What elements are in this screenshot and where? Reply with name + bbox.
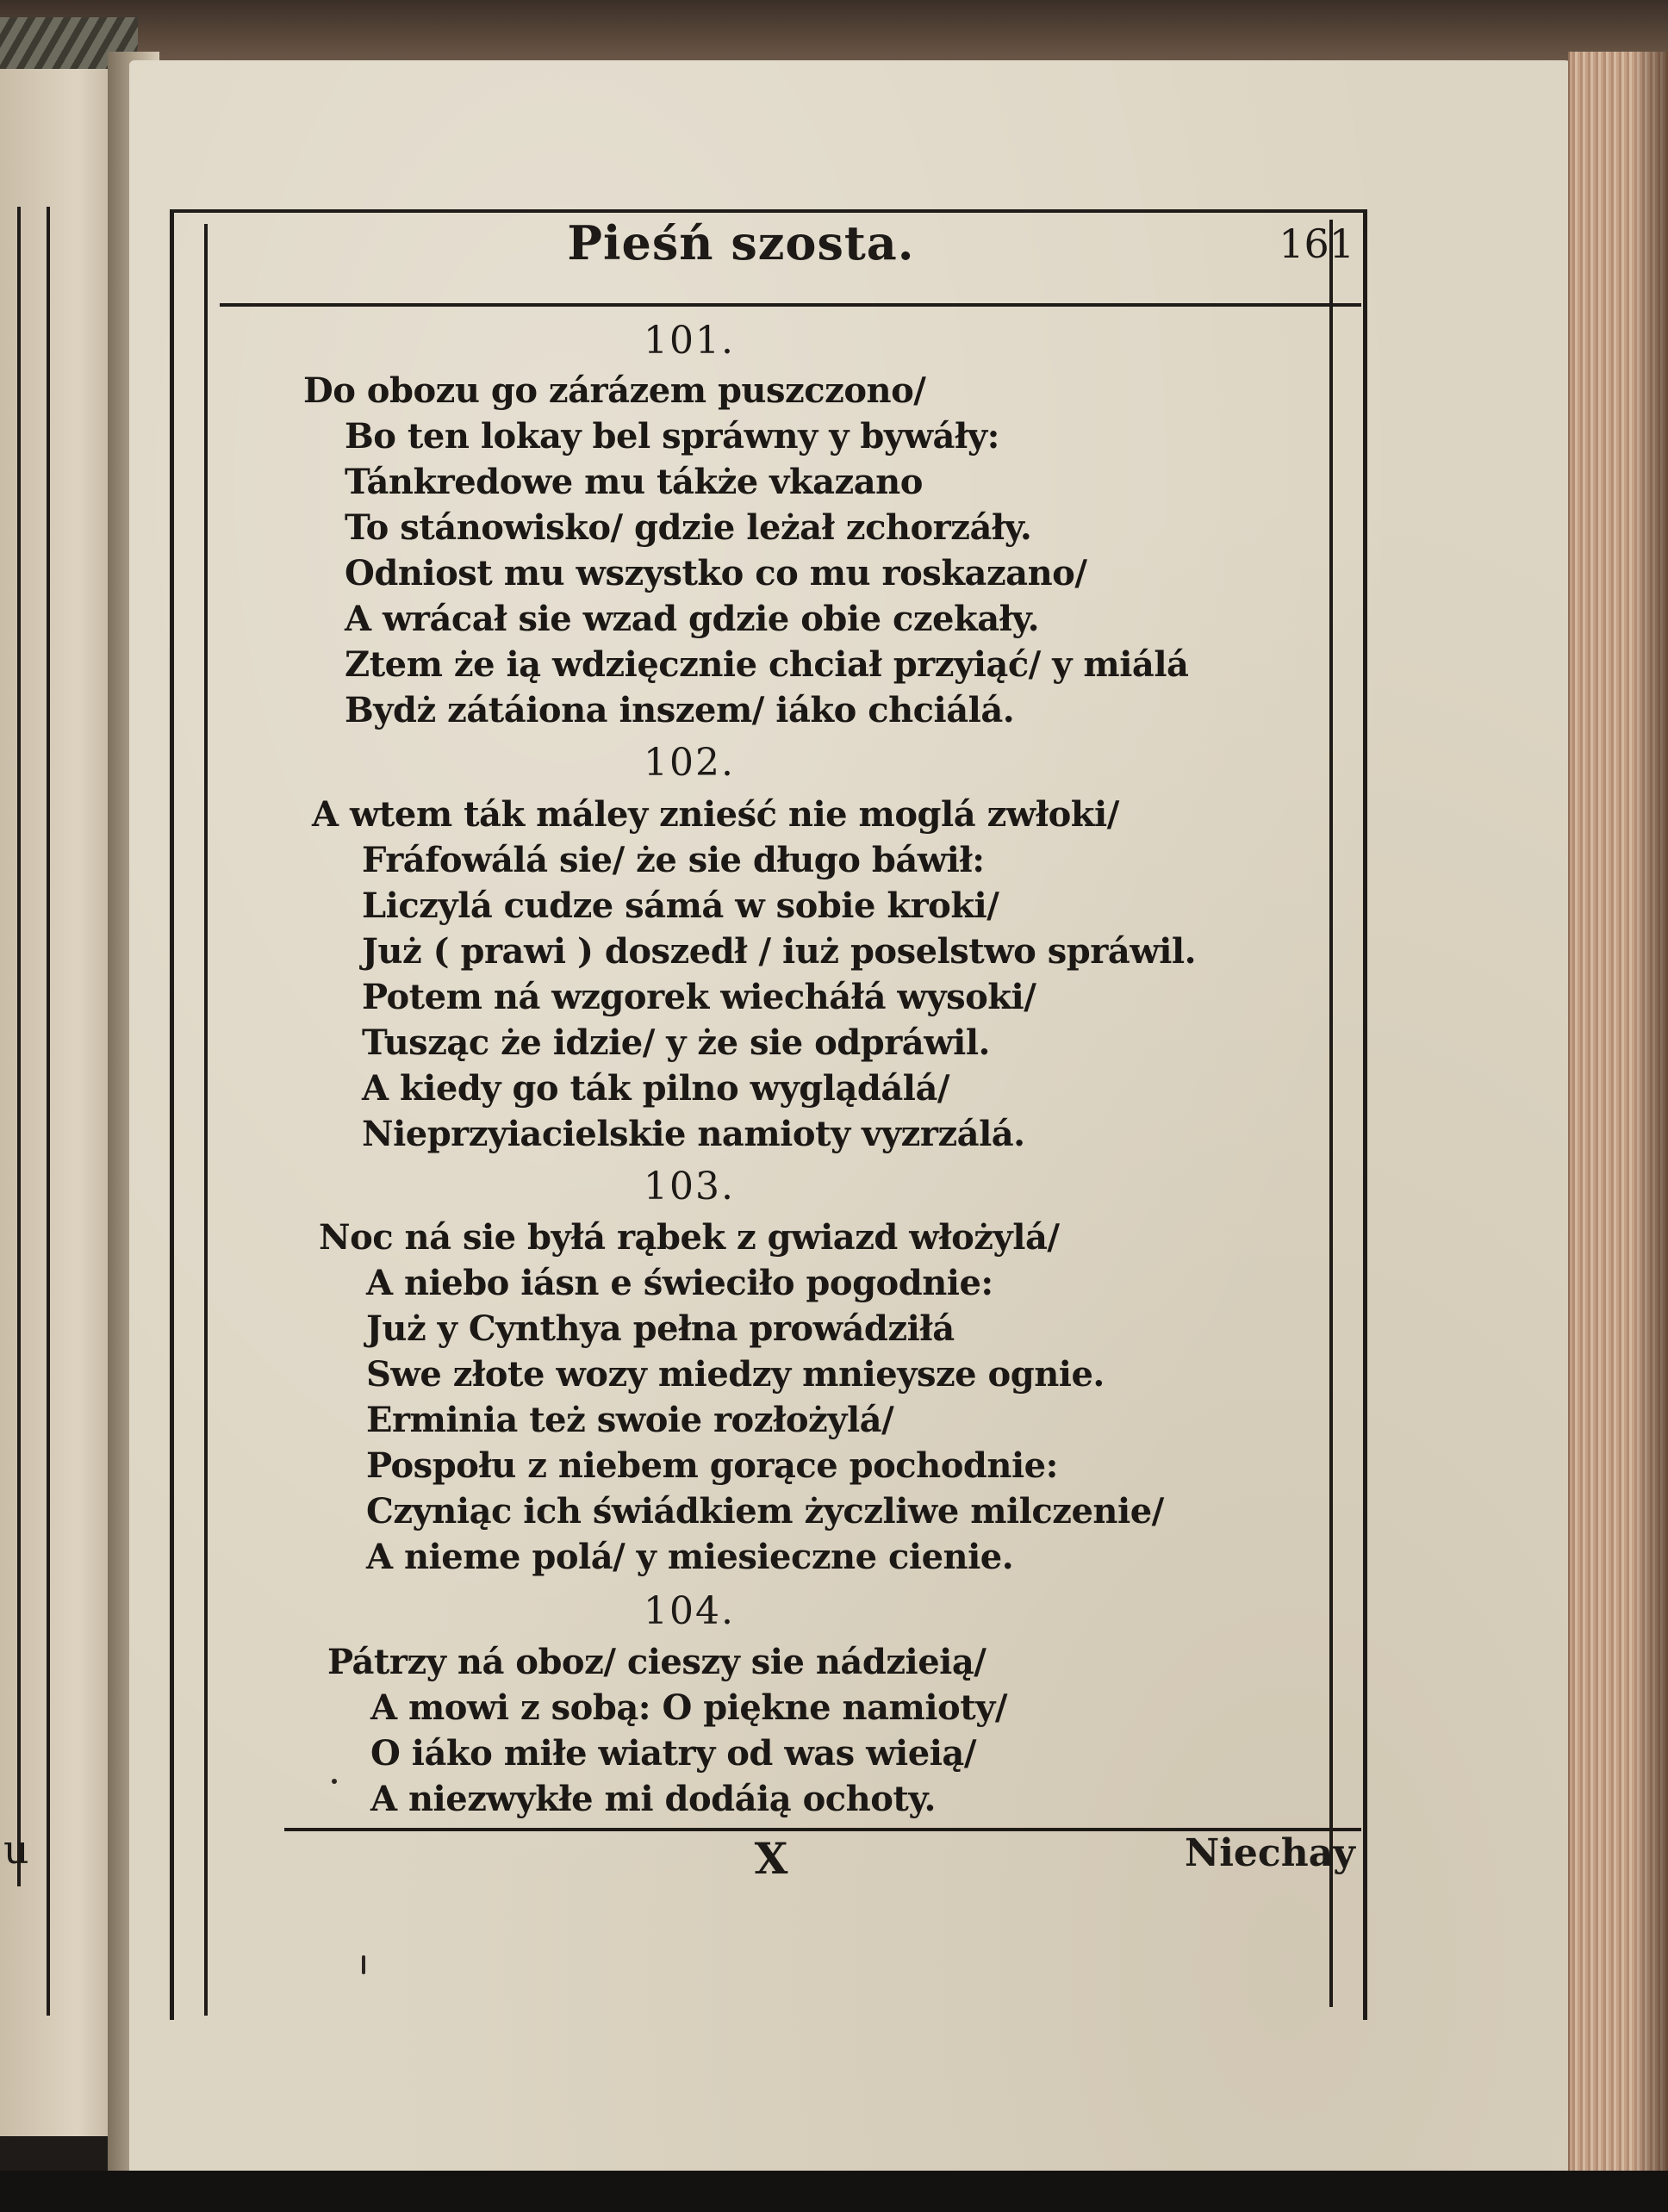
verse-line: Swe złote wozy miedzy mnieysze ognie.: [366, 1354, 1105, 1395]
frame-rule-top: [170, 209, 1367, 213]
verse-line: Liczylá cudze sámá w sobie kroki/: [362, 885, 999, 926]
verse-line: Ztem że ią wdzięcznie chciał przyiąć/ y miálá: [345, 644, 1189, 685]
verse-line: Już ( prawi ) doszedł / iuż poselstwo spráwil.: [362, 931, 1197, 972]
verse-line: Nieprzyiacielskie namioty vyzrzálá.: [362, 1114, 1025, 1154]
left-page-frame-rule: [17, 207, 21, 1886]
verse-line: To stánowisko/ gdzie leżał zchorzáły.: [345, 507, 1032, 548]
page-number: 161: [1279, 221, 1354, 267]
verse-line: Tusząc że idzie/ y że sie odpráwil.: [362, 1022, 990, 1063]
verse-line: Fráfowálá sie/ że sie długo báwił:: [362, 840, 985, 880]
verse-line: Potem ná wzgorek wiecháłá wysoki/: [362, 977, 1036, 1017]
stanza-number: 104.: [644, 1589, 735, 1633]
frame-rule-left-outer: [170, 211, 174, 2020]
verse-line: A niezwykłe mi dodáią ochoty.: [370, 1779, 936, 1819]
verse-line: Bydż zátáiona inszem/ iáko chciálá.: [345, 690, 1015, 730]
verse-line: Do obozu go zárázem puszczono/: [303, 370, 926, 411]
verse-line: Noc ná sie byłá rąbek z gwiazd włożylá/: [319, 1217, 1060, 1258]
catchword: Niechay: [1185, 1831, 1355, 1875]
frame-rule-right-outer: [1363, 211, 1367, 2020]
ink-speck: [362, 1955, 365, 1974]
verse-line: Czyniąc ich świádkiem życzliwe milczenie/: [366, 1491, 1164, 1532]
frame-rule-left-inner: [204, 224, 208, 2016]
left-page-frame-rule: [47, 207, 50, 2016]
verse-line: A nieme polá/ y miesieczne cienie.: [366, 1537, 1014, 1577]
frame-rule-right-inner: [1329, 220, 1333, 2007]
verse-line: Erminia też swoie rozłożylá/: [366, 1400, 894, 1440]
running-title: Pieśń szosta.: [567, 215, 915, 270]
verse-line: Bo ten lokay bel spráwny y bywáły:: [345, 416, 999, 457]
bottom-shadow: [0, 2171, 1668, 2212]
left-page-fragment: u: [3, 1826, 29, 1873]
stanza-number: 102.: [644, 741, 735, 785]
stanza-number: 101.: [644, 319, 735, 363]
verse-line: A wrácał sie wzad gdzie obie czekały.: [345, 599, 1040, 639]
verse-line: A mowi z sobą: O piękne namioty/: [370, 1687, 1008, 1728]
stanza-number: 103.: [644, 1165, 735, 1209]
verse-line: A kiedy go ták pilno wyglądálá/: [362, 1068, 949, 1109]
signature-mark: X: [754, 1833, 788, 1884]
ink-speck: [332, 1779, 337, 1784]
verse-line: Pátrzy ná oboz/ cieszy sie nádzieią/: [327, 1642, 986, 1682]
frame-rule-header-bottom: [220, 303, 1361, 307]
verse-line: Odniost mu wszystko co mu roskazano/: [345, 553, 1087, 593]
fore-edge-shadow: [1637, 52, 1668, 2179]
verse-line: A niebo iásn e świeciło pogodnie:: [366, 1263, 993, 1303]
verse-line: A wtem ták máley znieść nie moglá zwłoki/: [312, 794, 1119, 835]
verse-line: Pospołu z niebem gorące pochodnie:: [366, 1445, 1058, 1486]
verse-line: Tánkredowe mu tákże vkazano: [345, 462, 923, 502]
verse-line: O iáko miłe wiatry od was wieią/: [370, 1733, 976, 1774]
verse-line: Już y Cynthya pełna prowádziłá: [366, 1308, 955, 1349]
